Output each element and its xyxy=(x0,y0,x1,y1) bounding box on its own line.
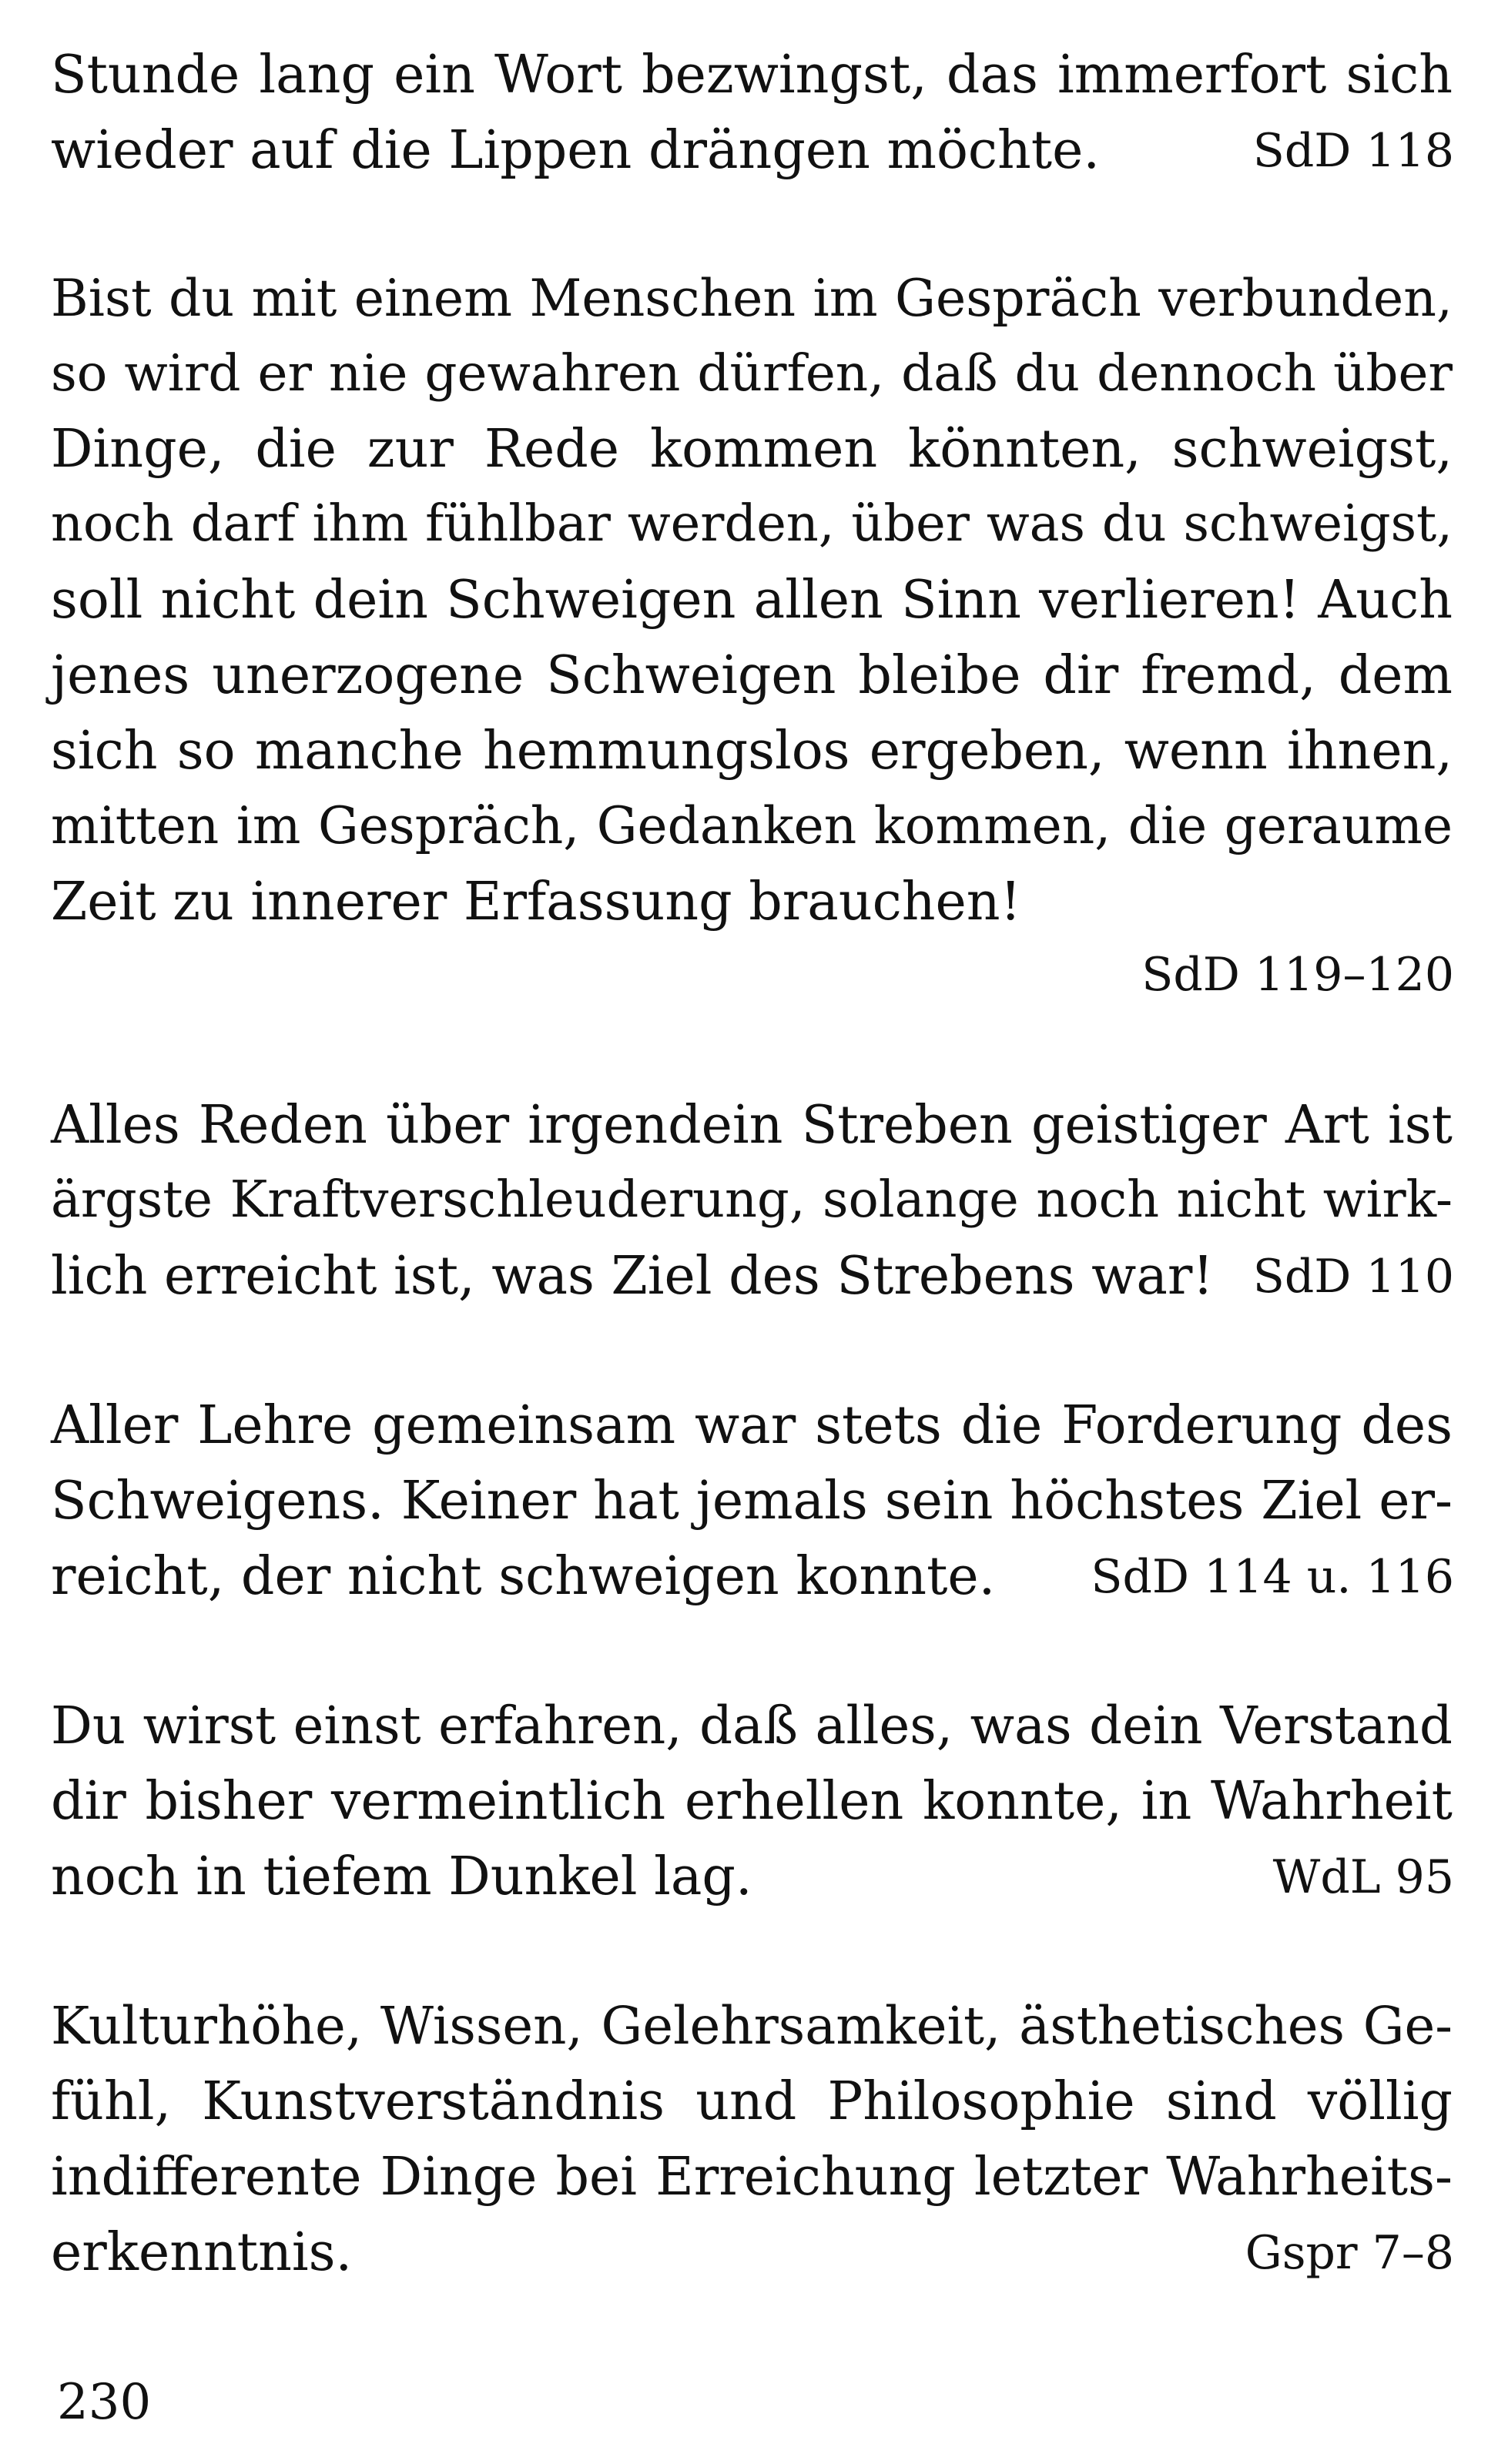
text-line: Alles Reden über irgendein Streben geistiger Art ist xyxy=(51,1095,1453,1156)
text-line: jenes unerzogene Schweigen bleibe dir fremd, dem xyxy=(51,645,1453,706)
text-line: indifferente Dinge bei Erreichung letzter Wahrheits- xyxy=(51,2147,1453,2208)
text-line: Kulturhöhe, Wissen, Gelehrsamkeit, ästhetisches Ge- xyxy=(51,1996,1453,2056)
text-line: fühl, Kunstverständnis und Philosophie sind völlig xyxy=(51,2071,1453,2132)
text-line: lich erreicht ist, was Ziel des Strebens war! xyxy=(51,1246,1214,1307)
source-reference: SdD 110 xyxy=(1252,1250,1454,1304)
text-line: reicht, der nicht schweigen konnte. xyxy=(51,1546,996,1607)
text-line: Du wirst einst erfahren, daß alles, was dein Verstand xyxy=(51,1696,1453,1756)
text-line: noch darf ihm fühlbar werden, über was du schweigst, xyxy=(51,494,1453,553)
text-line: so wird er nie gewahren dürfen, daß du dennoch über xyxy=(51,343,1453,403)
source-reference: SdD 119–120 xyxy=(1141,948,1454,1002)
text-line: wieder auf die Lippen drängen möchte. xyxy=(51,120,1100,181)
text-line: Zeit zu innerer Erfassung brauchen! xyxy=(51,872,1021,932)
text-line: mitten im Gespräch, Gedanken kommen, die geraume xyxy=(51,796,1453,855)
page-number: 230 xyxy=(57,2374,152,2431)
source-reference: SdD 118 xyxy=(1252,124,1454,178)
source-reference: WdL 95 xyxy=(1272,1850,1454,1904)
text-line: Aller Lehre gemeinsam war stets die Forderung des xyxy=(51,1395,1453,1456)
text-line: soll nicht dein Schweigen allen Sinn verlieren! Auch xyxy=(51,570,1453,631)
source-reference: Gspr 7–8 xyxy=(1245,2226,1454,2280)
text-line: Schweigens. Keiner hat jemals sein höchstes Ziel er- xyxy=(51,1471,1453,1532)
text-line: dir bisher vermeintlich erhellen konnte, in Wahrheit xyxy=(51,1771,1453,1832)
text-line: sich so manche hemmungslos ergeben, wenn ihnen, xyxy=(51,721,1453,782)
text-line: erkenntnis. xyxy=(51,2222,353,2283)
text-line: noch in tiefem Dunkel lag. xyxy=(51,1846,752,1907)
source-reference: SdD 114 u. 116 xyxy=(1091,1550,1454,1604)
text-line: Stunde lang ein Wort bezwingst, das immerfort sich xyxy=(51,45,1453,105)
text-line: ärgste Kraftverschleuderung, solange noch nicht wirk- xyxy=(51,1170,1453,1229)
text-line: Dinge, die zur Rede kommen könnten, schweigst, xyxy=(51,419,1453,480)
text-line: Bist du mit einem Menschen im Gespräch verbunden, xyxy=(51,268,1453,328)
